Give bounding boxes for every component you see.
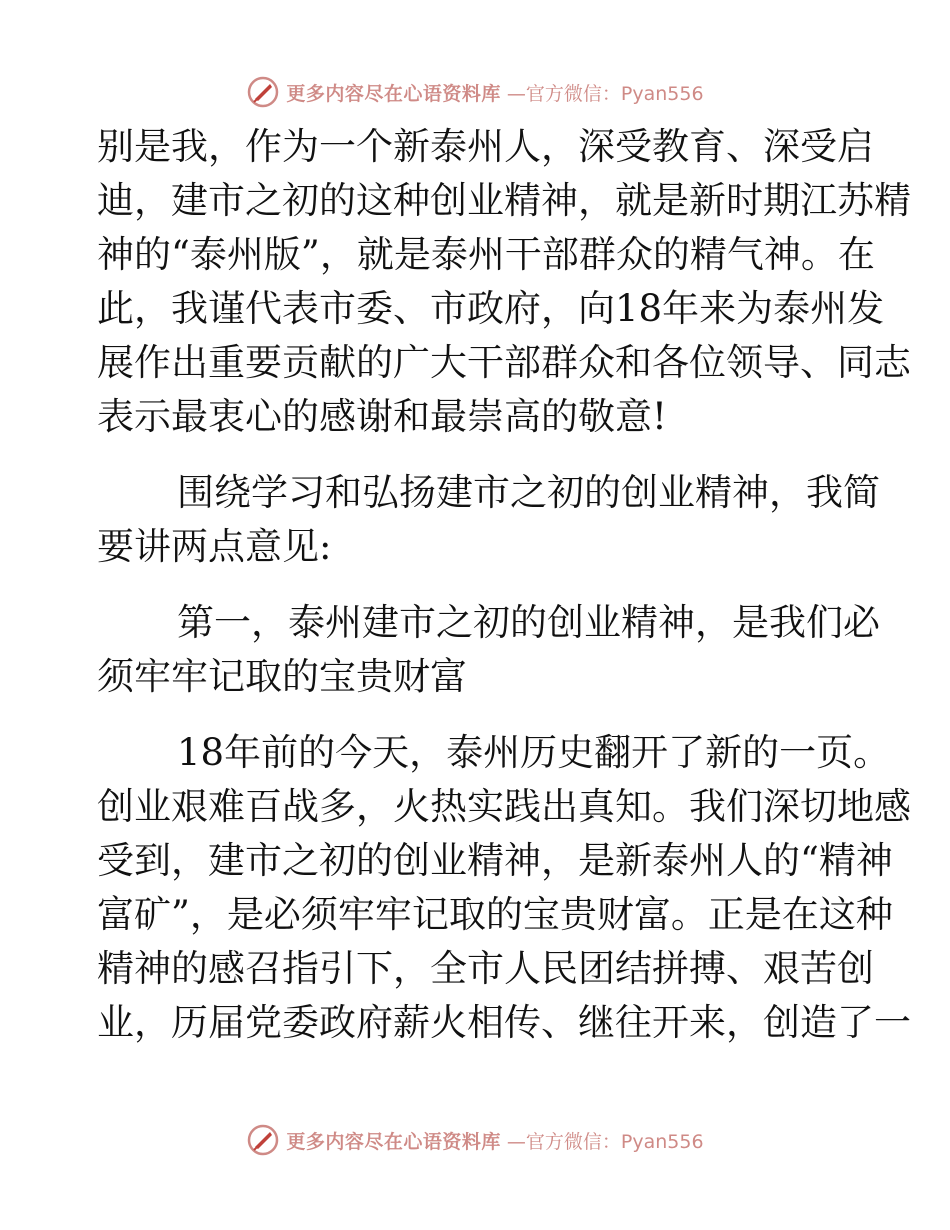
text-line: 富矿”，是必须牢牢记取的宝贵财富。正是在这种: [97, 893, 893, 936]
text-line: 围绕学习和弘扬建市之初的创业精神，我简: [177, 471, 880, 514]
footer-contact-text: —官方微信：Pyan556: [506, 1130, 704, 1153]
text-line: 表示最衷心的感谢和最崇高的敬意!: [97, 395, 667, 438]
text-line: 展作出重要贡献的广大干部群众和各位领导、同志: [97, 341, 911, 384]
document-body: [97, 120, 911, 1072]
footer-site-text: 更多内容尽在心语资料库: [286, 1130, 501, 1153]
paragraph-2: [97, 466, 880, 574]
text-line: 要讲两点意见:: [97, 525, 332, 568]
text-line: 别是我，作为一个新泰州人，深受教育、深受启: [97, 125, 874, 168]
header-contact-text: —官方微信：Pyan556: [506, 82, 704, 105]
text-line: 18年前的今天，泰州历史翻开了新的一页。: [177, 731, 891, 774]
quill-circle-icon: [246, 75, 280, 109]
header-watermark: [0, 72, 950, 112]
header-site-text: 更多内容尽在心语资料库: [286, 82, 501, 105]
text-line: 须牢牢记取的宝贵财富: [97, 655, 467, 698]
quill-circle-icon: [246, 1123, 280, 1157]
text-line: 神的“泰州版”，就是泰州干部群众的精气神。在: [97, 233, 875, 276]
text-line: 创业艰难百战多，火热实践出真知。我们深切地感: [97, 785, 911, 828]
footer-watermark: [0, 1120, 950, 1160]
text-line: 迪，建市之初的这种创业精神，就是新时期江苏精: [97, 179, 911, 222]
text-line: 第一，泰州建市之初的创业精神，是我们必: [177, 601, 880, 644]
paragraph-4: [97, 726, 911, 1050]
text-line: 此，我谨代表市委、市政府，向18年来为泰州发: [97, 287, 885, 330]
section-heading: [97, 596, 880, 704]
text-line: 精神的感召指引下，全市人民团结拼搏、艰苦创: [97, 947, 874, 990]
text-line: 受到，建市之初的创业精神，是新泰州人的“精神: [97, 839, 893, 882]
text-line: 业，历届党委政府薪火相传、继往开来，创造了一: [97, 1001, 911, 1044]
paragraph-1: [97, 120, 911, 444]
